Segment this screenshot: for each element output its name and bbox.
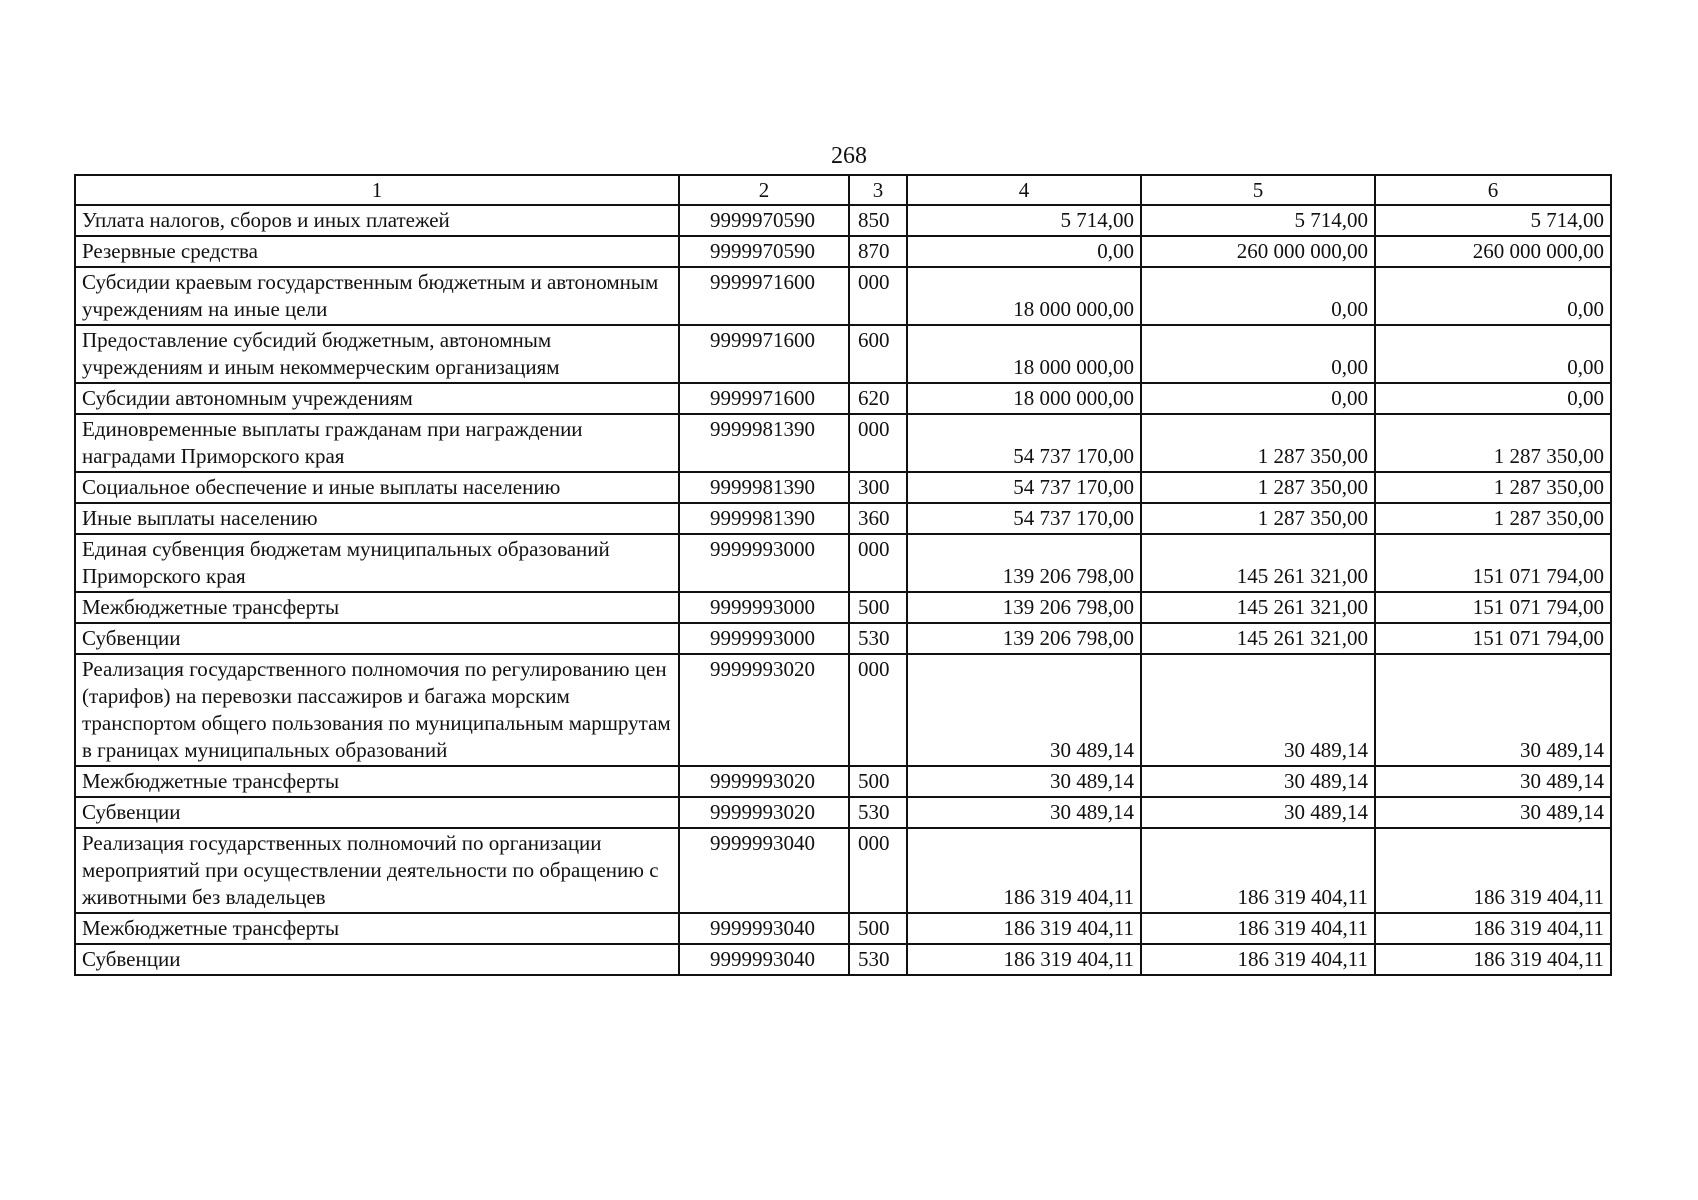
expense-name: Социальное обеспечение и иные выплаты населению (75, 472, 679, 503)
expense-name: Субвенции (75, 623, 679, 654)
target-article-code: 9999993000 (679, 623, 849, 654)
target-article-code: 9999993000 (679, 592, 849, 623)
target-article-code: 9999993020 (679, 766, 849, 797)
target-article-code: 9999993040 (679, 944, 849, 975)
amount-col-4: 186 319 404,11 (907, 913, 1141, 944)
amount-col-5: 30 489,14 (1141, 654, 1375, 766)
amount-col-6: 260 000 000,00 (1375, 236, 1611, 267)
target-article-code: 9999970590 (679, 236, 849, 267)
table-row (75, 944, 1611, 975)
budget-table (74, 174, 1612, 976)
amount-col-4: 186 319 404,11 (907, 828, 1141, 913)
expense-name: Межбюджетные трансферты (75, 913, 679, 944)
expense-type-code: 530 (849, 623, 907, 654)
target-article-code: 9999993000 (679, 534, 849, 592)
target-article-code: 9999993020 (679, 797, 849, 828)
amount-col-4: 30 489,14 (907, 797, 1141, 828)
expense-name: Предоставление субсидий бюджетным, автономным учреждениям и иным некоммерческим организациям (75, 325, 679, 383)
amount-col-6: 151 071 794,00 (1375, 623, 1611, 654)
amount-col-5: 145 261 321,00 (1141, 592, 1375, 623)
table-row (75, 414, 1611, 472)
expense-type-code: 850 (849, 205, 907, 236)
budget-table-body (75, 175, 1611, 975)
expense-name: Единая субвенция бюджетам муниципальных образований Приморского края (75, 534, 679, 592)
table-row (75, 325, 1611, 383)
target-article-code: 9999993020 (679, 654, 849, 766)
amount-col-6: 30 489,14 (1375, 797, 1611, 828)
expense-name: Субсидии краевым государственным бюджетным и автономным учреждениям на иные цели (75, 267, 679, 325)
amount-col-4: 18 000 000,00 (907, 383, 1141, 414)
column-header: 1 (75, 175, 679, 205)
amount-col-4: 139 206 798,00 (907, 623, 1141, 654)
column-header: 3 (849, 175, 907, 205)
expense-type-code: 600 (849, 325, 907, 383)
expense-type-code: 000 (849, 267, 907, 325)
amount-col-4: 30 489,14 (907, 654, 1141, 766)
amount-col-6: 0,00 (1375, 325, 1611, 383)
expense-name: Реализация государственного полномочия по регулированию цен (тарифов) на перевозки пассажиров и багажа морским транспортом общего пользования по муниципальным маршрутам в границах муниципальных образований (75, 654, 679, 766)
table-row (75, 654, 1611, 766)
amount-col-5: 0,00 (1141, 267, 1375, 325)
table-row (75, 913, 1611, 944)
table-row (75, 828, 1611, 913)
expense-name: Иные выплаты населению (75, 503, 679, 534)
amount-col-4: 0,00 (907, 236, 1141, 267)
amount-col-5: 186 319 404,11 (1141, 828, 1375, 913)
column-header: 6 (1375, 175, 1611, 205)
amount-col-6: 1 287 350,00 (1375, 472, 1611, 503)
amount-col-5: 186 319 404,11 (1141, 913, 1375, 944)
amount-col-6: 30 489,14 (1375, 766, 1611, 797)
amount-col-5: 145 261 321,00 (1141, 534, 1375, 592)
expense-name: Субсидии автономным учреждениям (75, 383, 679, 414)
amount-col-6: 5 714,00 (1375, 205, 1611, 236)
expense-name: Реализация государственных полномочий по организации мероприятий при осуществлении деятельности по обращению с животными без владельцев (75, 828, 679, 913)
amount-col-5: 1 287 350,00 (1141, 503, 1375, 534)
target-article-code: 9999981390 (679, 503, 849, 534)
amount-col-6: 0,00 (1375, 267, 1611, 325)
amount-col-4: 5 714,00 (907, 205, 1141, 236)
expense-type-code: 360 (849, 503, 907, 534)
expense-type-code: 530 (849, 944, 907, 975)
table-row (75, 797, 1611, 828)
table-row (75, 623, 1611, 654)
table-row (75, 592, 1611, 623)
target-article-code: 9999993040 (679, 913, 849, 944)
amount-col-5: 1 287 350,00 (1141, 472, 1375, 503)
expense-type-code: 300 (849, 472, 907, 503)
amount-col-4: 54 737 170,00 (907, 503, 1141, 534)
table-row (75, 534, 1611, 592)
amount-col-6: 1 287 350,00 (1375, 503, 1611, 534)
amount-col-4: 54 737 170,00 (907, 414, 1141, 472)
amount-col-4: 18 000 000,00 (907, 267, 1141, 325)
amount-col-5: 145 261 321,00 (1141, 623, 1375, 654)
amount-col-4: 18 000 000,00 (907, 325, 1141, 383)
expense-type-code: 620 (849, 383, 907, 414)
table-row (75, 472, 1611, 503)
amount-col-6: 186 319 404,11 (1375, 944, 1611, 975)
target-article-code: 9999981390 (679, 414, 849, 472)
expense-type-code: 500 (849, 766, 907, 797)
expense-type-code: 000 (849, 828, 907, 913)
target-article-code: 9999993040 (679, 828, 849, 913)
target-article-code: 9999971600 (679, 383, 849, 414)
amount-col-5: 30 489,14 (1141, 766, 1375, 797)
expense-name: Резервные средства (75, 236, 679, 267)
table-row (75, 267, 1611, 325)
expense-type-code: 500 (849, 913, 907, 944)
column-number-row (75, 175, 1611, 205)
amount-col-5: 5 714,00 (1141, 205, 1375, 236)
page-number: 268 (831, 143, 867, 169)
amount-col-6: 186 319 404,11 (1375, 913, 1611, 944)
amount-col-5: 0,00 (1141, 325, 1375, 383)
expense-type-code: 000 (849, 534, 907, 592)
amount-col-6: 186 319 404,11 (1375, 828, 1611, 913)
table-row (75, 205, 1611, 236)
column-header: 5 (1141, 175, 1375, 205)
table-row (75, 236, 1611, 267)
column-header: 4 (907, 175, 1141, 205)
expense-type-code: 870 (849, 236, 907, 267)
expense-name: Субвенции (75, 797, 679, 828)
target-article-code: 9999971600 (679, 325, 849, 383)
target-article-code: 9999970590 (679, 205, 849, 236)
column-header: 2 (679, 175, 849, 205)
table-row (75, 503, 1611, 534)
amount-col-6: 30 489,14 (1375, 654, 1611, 766)
amount-col-5: 1 287 350,00 (1141, 414, 1375, 472)
amount-col-4: 139 206 798,00 (907, 534, 1141, 592)
table-row (75, 383, 1611, 414)
amount-col-5: 30 489,14 (1141, 797, 1375, 828)
expense-name: Межбюджетные трансферты (75, 592, 679, 623)
amount-col-4: 139 206 798,00 (907, 592, 1141, 623)
amount-col-5: 0,00 (1141, 383, 1375, 414)
amount-col-6: 151 071 794,00 (1375, 592, 1611, 623)
expense-name: Межбюджетные трансферты (75, 766, 679, 797)
expense-name: Уплата налогов, сборов и иных платежей (75, 205, 679, 236)
amount-col-5: 260 000 000,00 (1141, 236, 1375, 267)
amount-col-6: 0,00 (1375, 383, 1611, 414)
expense-name: Единовременные выплаты гражданам при награждении наградами Приморского края (75, 414, 679, 472)
target-article-code: 9999981390 (679, 472, 849, 503)
expense-type-code: 000 (849, 654, 907, 766)
expense-name: Субвенции (75, 944, 679, 975)
amount-col-4: 30 489,14 (907, 766, 1141, 797)
amount-col-5: 186 319 404,11 (1141, 944, 1375, 975)
amount-col-4: 186 319 404,11 (907, 944, 1141, 975)
amount-col-6: 151 071 794,00 (1375, 534, 1611, 592)
expense-type-code: 530 (849, 797, 907, 828)
expense-type-code: 500 (849, 592, 907, 623)
amount-col-4: 54 737 170,00 (907, 472, 1141, 503)
expense-type-code: 000 (849, 414, 907, 472)
amount-col-6: 1 287 350,00 (1375, 414, 1611, 472)
table-row (75, 766, 1611, 797)
target-article-code: 9999971600 (679, 267, 849, 325)
